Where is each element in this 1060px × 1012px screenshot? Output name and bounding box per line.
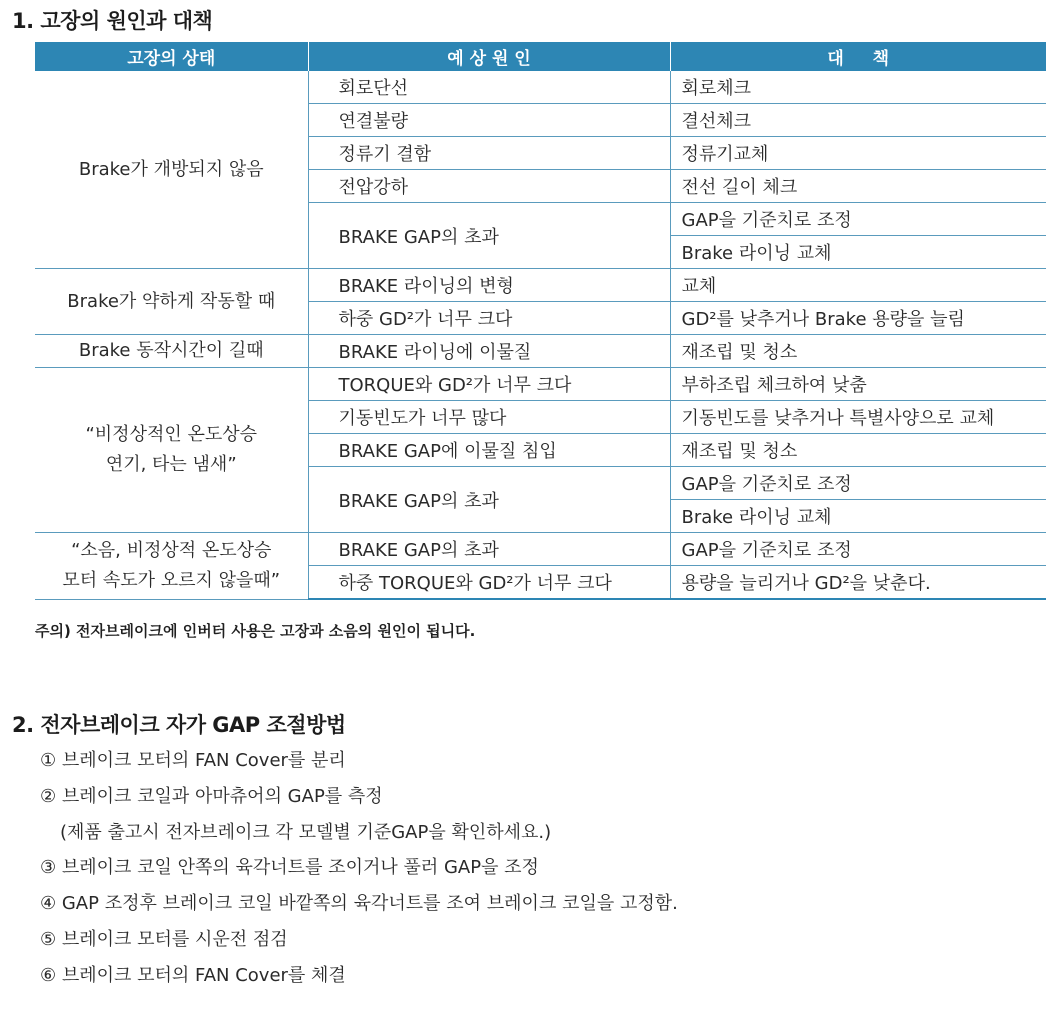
expected-cause-cell: BRAKE GAP의 초과 — [308, 203, 670, 269]
expected-cause-cell: BRAKE 라이닝에 이물질 — [308, 335, 670, 368]
fault-state-cell — [35, 533, 308, 600]
remedy-cell: Brake 라이닝 교체 — [670, 236, 1046, 269]
expected-cause-cell: 회로단선 — [308, 71, 670, 104]
remedy-cell: 재조립 및 청소 — [670, 335, 1046, 368]
step-item: ⑥ 브레이크 모터의 FAN Cover를 체결 — [40, 964, 346, 986]
expected-cause-cell: 하중 TORQUE와 GD²가 너무 크다 — [308, 566, 670, 600]
table-row — [35, 335, 1046, 368]
expected-cause-cell: 전압강하 — [308, 170, 670, 203]
fault-state-cell — [35, 71, 308, 269]
step-item: ④ GAP 조정후 브레이크 코일 바깥쪽의 육각너트를 조여 브레이크 코일을 고정함. — [40, 893, 678, 915]
expected-cause-cell: 하중 GD²가 너무 크다 — [308, 302, 670, 335]
remedy-cell: 전선 길이 체크 — [670, 170, 1046, 203]
remedy-cell: Brake 라이닝 교체 — [670, 500, 1046, 533]
header-remedy: 대 책 — [670, 42, 1046, 71]
fault-state-cell — [35, 269, 308, 335]
table-header-row — [35, 42, 1046, 71]
expected-cause-cell: BRAKE GAP에 이물질 침입 — [308, 434, 670, 467]
table-row — [35, 269, 1046, 302]
remedy-cell: GAP을 기준치로 조정 — [670, 467, 1046, 500]
expected-cause-cell: BRAKE 라이닝의 변형 — [308, 269, 670, 302]
remedy-cell: 부하조립 체크하여 낮춤 — [670, 368, 1046, 401]
fault-state-label: “비정상적인 온도상승 연기, 타는 냄새” — [85, 424, 258, 475]
fault-table — [35, 42, 1046, 600]
table-row — [35, 71, 1046, 104]
expected-cause-cell: 연결불량 — [308, 104, 670, 137]
gap-adjust-steps — [40, 743, 678, 994]
remedy-cell: 기동빈도를 낮추거나 특별사양으로 교체 — [670, 401, 1046, 434]
expected-cause-cell: TORQUE와 GD²가 너무 크다 — [308, 368, 670, 401]
table-row — [35, 533, 1046, 566]
expected-cause-cell: BRAKE GAP의 초과 — [308, 467, 670, 533]
step-item: ② 브레이크 코일과 아마츄어의 GAP를 측정 — [40, 785, 383, 807]
fault-state-label: “소음, 비정상적 온도상승 모터 속도가 오르지 않을때” — [62, 539, 281, 591]
step-item: ③ 브레이크 코일 안쪽의 육각너트를 조이거나 풀러 GAP을 조정 — [40, 857, 539, 879]
warning-note: 주의) 전자브레이크에 인버터 사용은 고장과 소음의 원인이 됩니다. — [35, 622, 476, 640]
header-state: 고장의 상태 — [35, 42, 308, 71]
fault-state-label: Brake가 개방되지 않음 — [78, 158, 264, 180]
remedy-cell: 용량을 늘리거나 GD²을 낮춘다. — [670, 566, 1046, 600]
remedy-cell: 재조립 및 청소 — [670, 434, 1046, 467]
fault-state-cell — [35, 368, 308, 533]
table-row — [35, 368, 1046, 401]
step-item: ⑤ 브레이크 모터를 시운전 점검 — [40, 928, 288, 950]
remedy-cell: 교체 — [670, 269, 1046, 302]
remedy-cell: GAP을 기준치로 조정 — [670, 533, 1046, 566]
fault-state-cell — [35, 335, 308, 368]
expected-cause-cell: BRAKE GAP의 초과 — [308, 533, 670, 566]
remedy-cell: GAP을 기준치로 조정 — [670, 203, 1046, 236]
section-1-title: 1. 고장의 원인과 대책 — [12, 9, 213, 33]
fault-state-label: Brake가 약하게 작동할 때 — [67, 290, 276, 312]
remedy-cell: 정류기교체 — [670, 137, 1046, 170]
step-item: ① 브레이크 모터의 FAN Cover를 분리 — [40, 750, 346, 771]
fault-table-body — [35, 71, 1046, 599]
expected-cause-cell: 기동빈도가 너무 많다 — [308, 401, 670, 434]
remedy-cell: GD²를 낮추거나 Brake 용량을 늘림 — [670, 302, 1046, 335]
fault-state-label: Brake 동작시간이 길때 — [78, 340, 264, 361]
section-2-title: 2. 전자브레이크 자가 GAP 조절방법 — [12, 713, 346, 737]
header-cause: 예 상 원 인 — [308, 42, 670, 71]
remedy-cell: 회로체크 — [670, 71, 1046, 104]
remedy-cell: 결선체크 — [670, 104, 1046, 137]
expected-cause-cell: 정류기 결함 — [308, 137, 670, 170]
step-note: (제품 출고시 전자브레이크 각 모델별 기준GAP을 확인하세요.) — [60, 821, 552, 843]
